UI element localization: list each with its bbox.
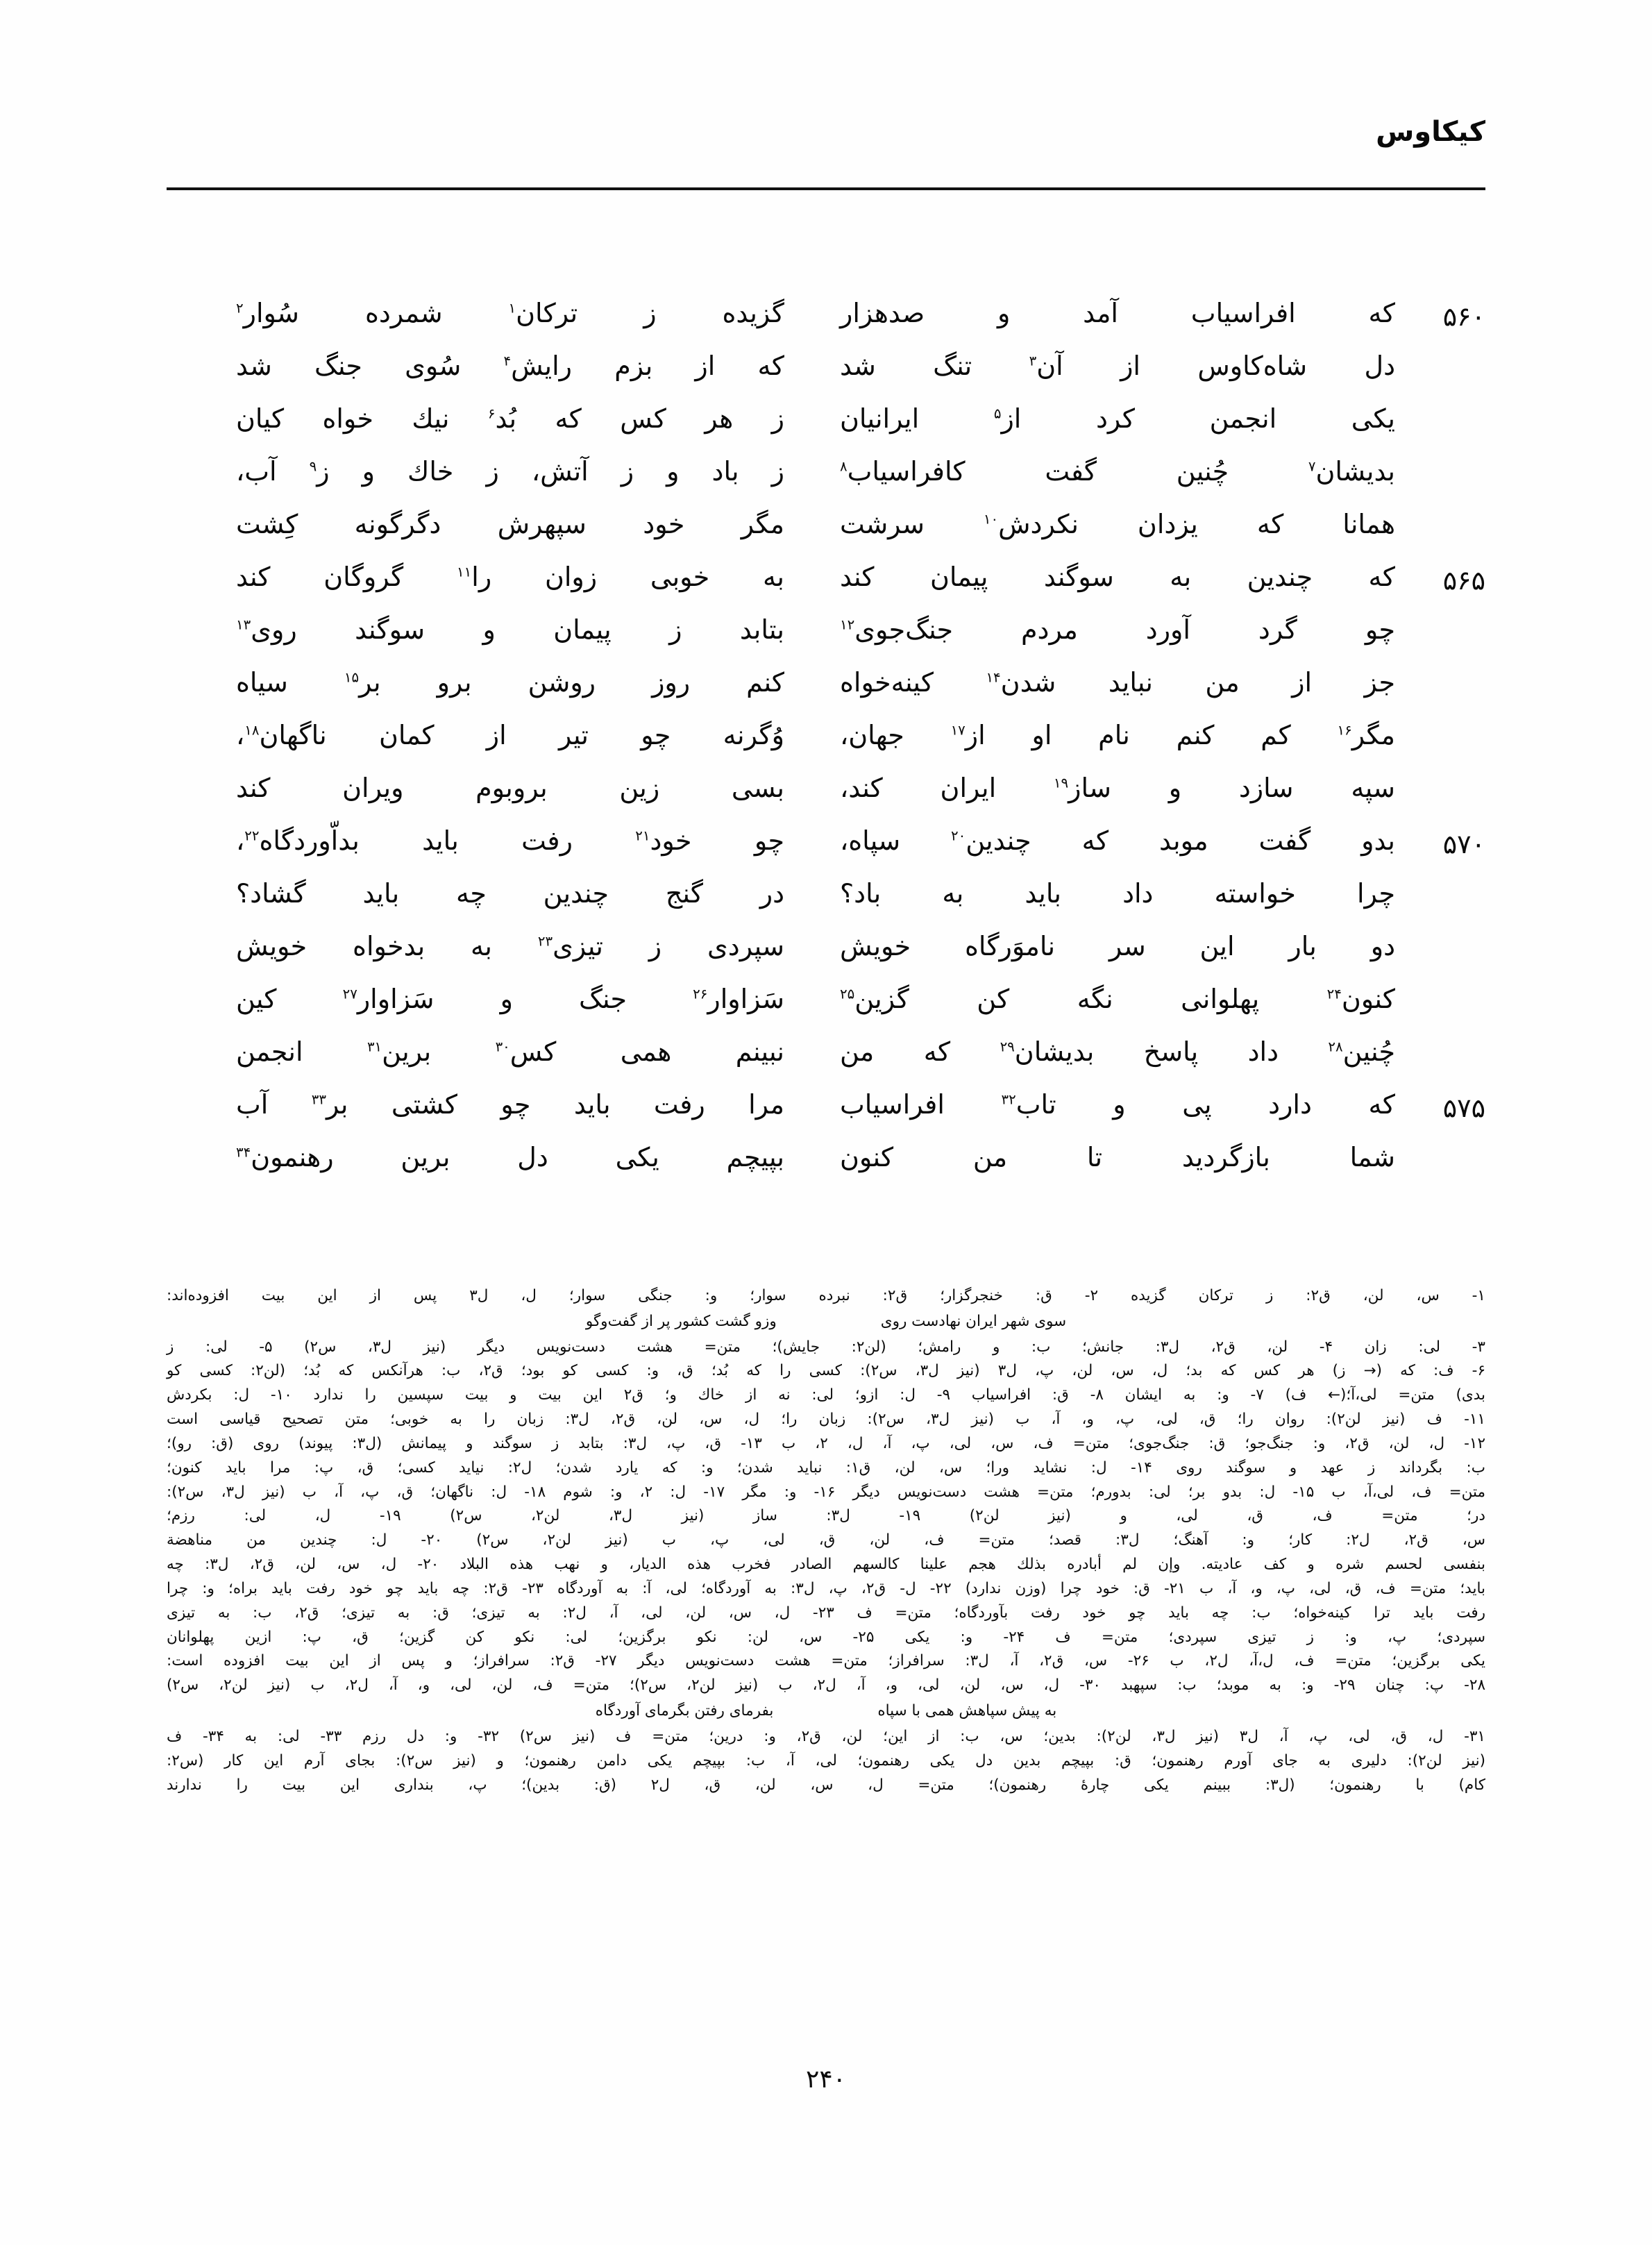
verse-row <box>167 826 1485 879</box>
verse-row <box>167 879 1485 932</box>
verse-number <box>1395 1037 1485 1040</box>
hemistich-first: جز از من نباید شدن$^{۱۴}$ کینه‌خواه <box>840 667 1395 698</box>
critical-apparatus <box>167 1284 1485 1797</box>
apparatus-line: یکی برگزین؛ متن= ف، ل،آ، ل۲، ب ۲۶- س، ق۲، آ، ل۳: سرافراز؛ متن= هشت دست‌نویس دیگر ۲۷- ق۲: سرافراز؛ و پس از این بیت افزوده است: <box>167 1652 1485 1670</box>
apparatus-line: بدی) متن= لی،آ؛(← ف) ۷- و: به ایشان ۸- ق: افراسیاب ۹- ل: ازو؛ لی: نه از خاك و؛ ق۲ این بیت و بیت سپسین را ندارد ۱۰- ل: بکردش <box>167 1386 1485 1404</box>
hemistich-second: کنم روز روشن برو بر$^{۱۵}$ سیاه <box>236 667 785 698</box>
inserted2-hemistich-left: بفرمای رفتن بگرمای آوردگاه <box>595 1702 774 1720</box>
verse-row <box>167 1143 1485 1195</box>
apparatus-line: ب: بگرداند ز عهد و سوگند روی ۱۴- ل: نشاید ورا؛ س، لن، ق۱: نباید شدن؛ و: که یارد شدن؛ ل۲: نیاید کسی؛ ق، پ: مرا باید کنون؛ <box>167 1458 1485 1477</box>
folio-number: ۲۴۰ <box>805 2065 846 2094</box>
apparatus-line: در؛ متن= ف، ق، لی، و (نیز لن۲) ۱۹- ل۳: ساز (نیز ل۳، لن۲، س۲) ۱۹- ل، لی: رزم؛ <box>167 1507 1485 1525</box>
hemistich-first: چُنین$^{۲۸}$ داد پاسخ بدیشان$^{۲۹}$ که من <box>840 1036 1395 1067</box>
verse-row <box>167 1037 1485 1090</box>
apparatus-line: ۶- ف: که (→ ز) هر کس که بد؛ ل، س، لن، پ، ل۳ (نیز ل۳، س۲): کسی را که بُد؛ ق، و: کسی کو بود؛ ق۲، ب: هرآنکس که بُد؛ (لن۲: کسی کو <box>167 1362 1486 1380</box>
verse-number <box>1395 615 1485 618</box>
hemistich-first: مگر$^{۱۶}$ کم کنم نام او از$^{۱۷}$ جهان، <box>840 720 1396 750</box>
hemistich-first: که دارد پی و تاب$^{۳۲}$ افراسیاب <box>840 1089 1395 1120</box>
apparatus-line: (نیز لن۲): دلیری به جای آورم رهنمون؛ ق: بپیچم بدین دل یکی رهنمون؛ لی، آ، ب: بپیچم یکی دامن رهنمون؛ و (نیز س۲): بجای آرم این کار (س۲: <box>167 1751 1485 1769</box>
verse-row <box>167 984 1485 1037</box>
verse-number: ۵۶۵ <box>1442 565 1485 596</box>
apparatus-line: متن= ف، لی،آ، ب ۱۵- ل: بدو بر؛ لی: بدورم؛ متن= هشت دست‌نویس دیگر ۱۶- و: مگر ۱۷- ل: ۲، و: شوم ۱۸- ل: ناگهان؛ ق، پ، آ، ب (نیز ل۳، س۲): <box>167 1483 1486 1501</box>
verse-block <box>167 299 1485 1195</box>
apparatus-line: ۳۱- ل، ق، لی، پ، آ، ل۳ (نیز ل۳، لن۲): بدین؛ س، ب: از این؛ لن، ق۲، و: درین؛ متن= ف (نیز س۲) ۳۲- و: دل رزم ۳۳- لی: به ۳۴- ف <box>167 1727 1485 1745</box>
verse-row <box>167 457 1485 510</box>
hemistich-second: نبینم همی کس$^{۳۰}$ برین$^{۳۱}$ انجمن <box>236 1036 785 1067</box>
hemistich-first: بدیشان$^۷$ چُنین گفت کافراسیاب$^۸$ <box>840 456 1395 487</box>
hemistich-second: به خوبی زوان را$^{۱۱}$ گروگان کند <box>236 562 784 592</box>
verse-number <box>1395 721 1485 723</box>
hemistich-second: مگر خود سپهرش دگرگونه کِشت <box>236 509 784 539</box>
hemistich-second: ز هر کس که بُد$^۶$ نیك خواه کیان <box>236 403 784 434</box>
apparatus-line: ۱- س، لن، ق۲: ز ترکان گزیده ۲- ق: خنجرگزار؛ ق۲: نبرده سوار؛ و: جنگی سوار؛ ل، ل۳ پس از این بیت افزوده‌اند: <box>167 1287 1485 1304</box>
hemistich-second: سپردی ز تیزی$^{۲۳}$ به بدخواه خویش <box>236 931 784 961</box>
hemistich-second: بتابد ز پیمان و سوگند روی$^{۱۳}$ <box>236 614 784 645</box>
verse-number <box>1395 351 1485 354</box>
hemistich-second: ز باد و ز آتش، ز خاك و ز$^۹$ آب، <box>236 456 784 487</box>
hemistich-second: گزیده ز ترکان$^۱$ شمرده سُوار$^۲$ <box>236 298 784 328</box>
verse-number: ۵۷۰ <box>1442 829 1485 859</box>
apparatus-inserted-couplet <box>167 1310 1485 1334</box>
inserted-hemistich-right: سوی شهر ایران نهادست روی <box>880 1312 1067 1330</box>
hemistich-first: دل شاه‌کاوس از آن$^۳$ تنگ شد <box>840 351 1396 381</box>
hemistich-second: در گنج چندین چه باید گشاد؟ <box>236 878 784 909</box>
apparatus-line: ۳- لی: زان ۴- لن، ق۲، ل۳: جانش؛ ب: و رامش؛ (لن۲: جایش)؛ متن= هشت دست‌نویس دیگر (نیز ل۳، س۲) ۵- لی: ز <box>167 1338 1485 1356</box>
header-divider-rule <box>167 187 1485 190</box>
verse-row <box>167 1090 1485 1143</box>
hemistich-second: بسی زین بروبوم ویران کند <box>236 773 784 803</box>
hemistich-first: سپه سازد و ساز$^{۱۹}$ ایران کند، <box>840 773 1395 803</box>
hemistich-second: که از بزم رایش$^۴$ سُوی جنگ شد <box>236 351 784 381</box>
verse-row <box>167 351 1485 404</box>
verse-row <box>167 510 1485 562</box>
verse-number <box>1395 510 1485 512</box>
hemistich-second: بپیچم یکی دل برین رهنمون$^{۳۴}$ <box>236 1142 784 1172</box>
verse-number <box>1395 457 1485 460</box>
hemistich-first: همانا که یزدان نکردش$^{۱۰}$ سرشت <box>840 509 1395 539</box>
hemistich-second: وُگرنه چو تیر از کمان ناگهان$^{۱۸}$، <box>236 720 784 750</box>
hemistich-first: دو بار این سر ناموَرگاه خویش <box>840 931 1395 961</box>
hemistich-first: که چندین به سوگند پیمان کند <box>840 562 1395 592</box>
verse-number <box>1395 879 1485 882</box>
verse-number <box>1395 404 1485 407</box>
hemistich-first: بدو گفت موبد که چندین$^{۲۰}$ سپاه، <box>840 825 1395 856</box>
verse-number <box>1395 668 1485 671</box>
hemistich-second: چو خود$^{۲۱}$ رفت باید بداّوردگاه$^{۲۲}$، <box>236 825 784 856</box>
apparatus-line: س، ق۲، ل۲: کار؛ و: آهنگ؛ ل۳: قصد؛ متن= ف، لن، ق، لی، پ، ب (نیز لن۲، س۲) ۲۰- ل: چندین من مناهضة <box>167 1531 1485 1549</box>
hemistich-first: چو گرد آورد مردم جنگ‌جوی$^{۱۲}$ <box>840 614 1395 645</box>
verse-number <box>1395 932 1485 934</box>
running-head-title: کیکاوس <box>1376 116 1485 148</box>
verse-row <box>167 404 1485 457</box>
hemistich-first: چرا خواسته داد باید به باد؟ <box>840 878 1395 909</box>
hemistich-second: سَزاوار$^{۲۶}$ جنگ و سَزاوار$^{۲۷}$ کین <box>236 984 784 1014</box>
inserted2-hemistich-right: به پیش سپاهش همی با سپاه <box>877 1702 1057 1720</box>
apparatus-line: باید؛ متن= ف، ق، لی، پ، و، آ، ب ۲۱- ق: خود چرا (وزن ندارد) ۲۲- ل- ق۲، پ، ل۳: به آوردگاه؛ لی، آ: به آوردگاه ۲۳- ق۲: چه باید چو خود رفت باید براه؛ و: چرا <box>167 1579 1485 1597</box>
verse-row <box>167 562 1485 615</box>
page-header <box>167 118 1485 201</box>
apparatus-line: ۱۲- ل، لن، ق۲، و: جنگ‌جو؛ ق: جنگ‌جوی؛ متن= ف، س، لی، پ، آ، ل، ۲، ب ۱۳- ق، پ، ل۳: بتابد ز سوگند و پیمانش (ل۳: پیوند) روی (ق: رو)؛ <box>167 1434 1486 1452</box>
verse-row <box>167 668 1485 721</box>
verse-number <box>1395 1143 1485 1145</box>
hemistich-second: مرا رفت باید چو کشتی بر$^{۳۳}$ آب <box>236 1089 784 1120</box>
verse-number <box>1395 773 1485 776</box>
apparatus-line: رفت باید ترا کینه‌خواه؛ ب: چه باید چو خود رفت بآوردگاه؛ متن= ف ۲۳- ل، س، لن، لی، آ، ل۲: به تیزی؛ ق: به تیزی؛ ق۲، ب: به تیزی <box>167 1604 1485 1622</box>
apparatus-line: بنفسی لحسم شره و کف عادیته. وإن لم أبادره بذلك هجم علینا کالسهم الصادر فخرب هذه الدیار، و نهب هذه البلاد ۲۰- ل، س، لن، ق۲، ل۳: چه <box>167 1556 1485 1574</box>
verse-number: ۵۷۵ <box>1442 1093 1485 1123</box>
verse-number <box>1395 984 1485 987</box>
hemistich-first: یکی انجمن کرد از$^۵$ ایرانیان <box>840 403 1396 434</box>
inserted-hemistich-left: وزو گشت کشور پر از گفت‌وگو <box>585 1312 777 1330</box>
verse-row <box>167 773 1485 826</box>
hemistich-first: شما بازگردید تا من کنون <box>840 1142 1395 1172</box>
verse-row <box>167 721 1485 773</box>
verse-number: ۵۶۰ <box>1442 301 1485 332</box>
verse-row <box>167 615 1485 668</box>
apparatus-line: ۱۱- ف (نیز لن۲): روان را؛ ق، لی، پ، و، آ، ب (نیز ل۳، س۲): زبان را؛ ل، س، لن، ق۲، ل۳: زبان را به خوبی؛ متن تصحیح قیاسی است <box>167 1411 1485 1429</box>
apparatus-line: کام) با رهنمون؛ (ل۳: ببینم یکی چارهٔ رهنمون)؛ متن= ل، س، لن، ق، ل۲ (ق: بدین)؛ پ، بنداری این بیت را ندارند <box>167 1776 1486 1794</box>
hemistich-first: کنون$^{۲۴}$ پهلوانی نگه کن گزین$^{۲۵}$ <box>840 984 1395 1014</box>
hemistich-first: که افراسیاب آمد و صدهزار <box>840 298 1395 328</box>
verse-row <box>167 299 1485 351</box>
verse-row <box>167 932 1485 984</box>
apparatus-line: سپردی؛ پ، و: ز تیزی سپردی؛ متن= ف ۲۴- و: یکی ۲۵- س، لن: نکو برگزین؛ لی: نکو کن گزین؛ ق، پ: ازین پهلوانان <box>167 1628 1485 1646</box>
apparatus-line: ۲۸- پ: چنان ۲۹- و: به موبد؛ ب: سپهبد ۳۰- ل، س، لن، لی، و، آ، ل۲، ب (نیز لن۲، س۲)؛ متن= ف، لن، لی، و، آ، ل۲، ب (نیز لن۲، س۲) <box>167 1676 1486 1695</box>
apparatus-inserted-couplet-2 <box>167 1699 1485 1724</box>
